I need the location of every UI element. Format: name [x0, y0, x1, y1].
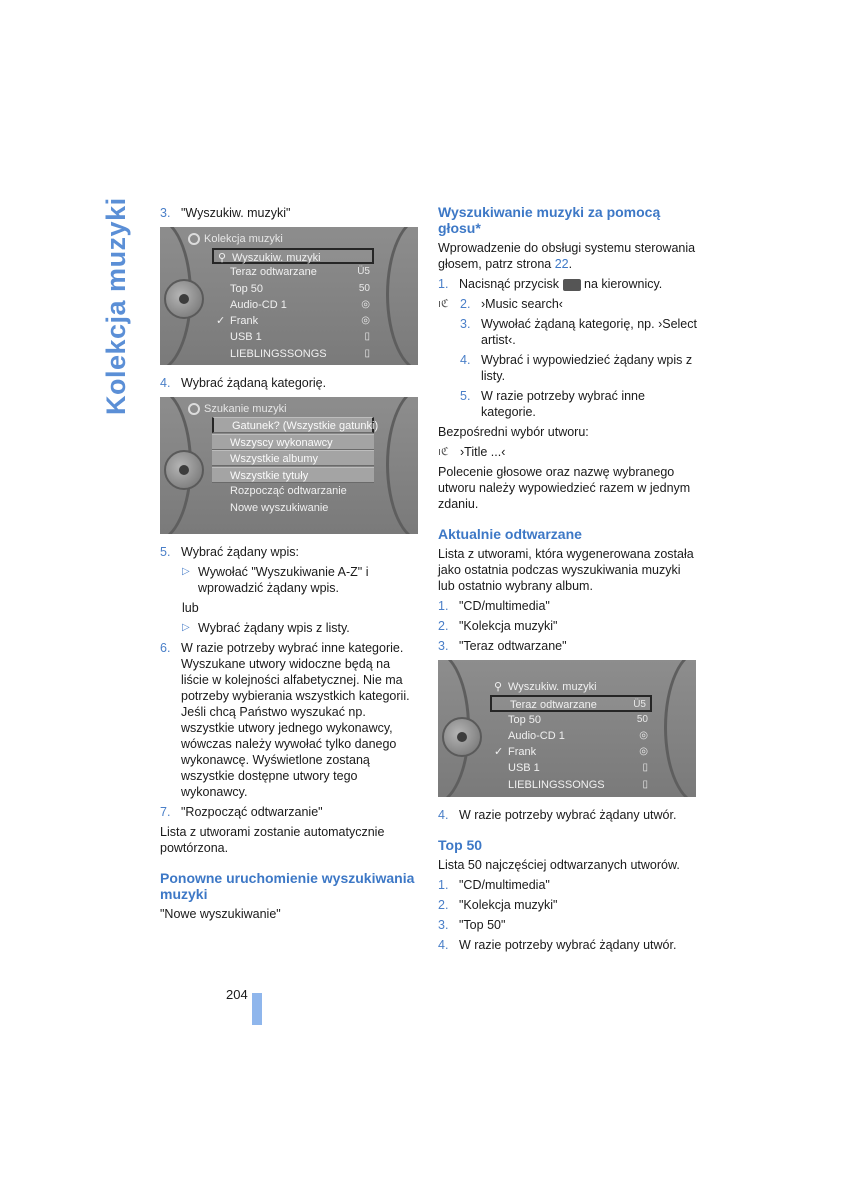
step-text: Wywołać żądaną kategorię, np. ›Select artist‹. [481, 317, 697, 347]
step-text: Wybrać i wypowiedzieć żądany wpis z listy. [481, 353, 693, 383]
check-icon: ✓ [216, 315, 226, 328]
voice-step-5 [460, 388, 700, 420]
sub-step-text: Wybrać żądany wpis z listy. [198, 621, 350, 635]
step-number: 6. [160, 641, 171, 655]
triangle-bullet-icon: ▷ [182, 622, 190, 633]
gear-icon [188, 403, 200, 415]
now-playing-icon: Ü5 [633, 699, 646, 711]
menu-item-usb[interactable] [490, 760, 652, 776]
now-playing-icon: Ü5 [357, 266, 370, 278]
menu-list [490, 679, 652, 793]
menu-item-frank[interactable] [212, 313, 374, 329]
step-number: 3. [460, 317, 471, 331]
screen-arc-right [386, 397, 418, 534]
step-text: W razie potrzeby wybrać inne kategorie. Wyszukane utwory widoczne będą na liście w kolejności alfabetycznej. Nie ma potrzeby wybierania wszystkich kategorii. Jeśli chcą Państwo wyszukać np. wszystkie utwory jednego wykonawcy, wówczas należy wywołać tylko danego wykonawcę. Wyświetlone zostaną wszystkie dostępne utwory tego wykonawcy. [181, 641, 410, 799]
controller-knob-icon [164, 279, 204, 319]
menu-item-top50[interactable] [490, 712, 652, 728]
voice-step-4 [460, 352, 700, 384]
menu-item-all-artists[interactable] [212, 434, 374, 450]
menu-item-label: Wszystkie tytuły [230, 469, 309, 482]
menu-item-frank[interactable] [490, 744, 652, 760]
step-number: 3. [438, 918, 449, 932]
screen-arc-right [664, 660, 696, 797]
menu-item-search[interactable] [212, 248, 374, 264]
step-number: 1. [438, 878, 449, 892]
menu-item-start-playback[interactable] [212, 483, 374, 499]
menu-item-label: Wszyscy wykonawcy [230, 436, 333, 449]
page-number: 204 [226, 987, 248, 1002]
menu-list [212, 248, 374, 362]
menu-item-label: Nowe wyszukiwanie [230, 501, 329, 514]
controller-knob-icon [164, 450, 204, 490]
sub-step-text: Wywołać "Wyszukiwanie A-Z" i wprowadzić żądany wpis. [198, 565, 369, 595]
top-step-2 [438, 897, 700, 913]
menu-item-label: Top 50 [230, 282, 264, 295]
heading-now-playing: Aktualnie odtwarzane [438, 526, 582, 542]
menu-item-label: Wyszukiw. muzyki [232, 252, 321, 264]
top-step-1 [438, 877, 700, 893]
step-text: "Rozpocząć odtwarzanie" [181, 805, 323, 819]
heading-voice-search: Wyszukiwanie muzyki za pomocą głosu* [438, 204, 661, 236]
screenshot-music-search [160, 397, 418, 534]
menu-item-label: Wszystkie albumy [230, 453, 319, 466]
paragraph-voice-intro [438, 240, 700, 272]
screenshot-now-playing [438, 660, 696, 797]
intro-text: Wprowadzenie do obsługi systemu sterowania głosem, patrz strona [438, 241, 696, 271]
direct-note: Polecenie głosowe oraz nazwę wybranego utworu należy wypowiedzieć razem w jednym zdaniu. [438, 465, 691, 511]
menu-item-audio-cd[interactable] [490, 728, 652, 744]
menu-item-audio-cd[interactable] [212, 297, 374, 313]
step-number: 1. [438, 277, 449, 291]
step-text: W razie potrzeby wybrać żądany utwór. [459, 808, 677, 822]
step-text: "CD/multimedia" [459, 599, 550, 613]
step-text: "Kolekcja muzyki" [459, 898, 558, 912]
step-text: "Wyszukiw. muzyki" [181, 206, 291, 220]
step-text: ›Music search‹ [481, 297, 563, 311]
step-number: 2. [460, 297, 471, 311]
triangle-bullet-icon: ▷ [182, 566, 190, 577]
menu-item-label: Rozpocząć odtwarzanie [230, 485, 347, 498]
menu-item-new-search[interactable] [212, 500, 374, 516]
screen-title [188, 231, 283, 247]
paragraph-top50: Lista 50 najczęściej odtwarzanych utworów. [438, 858, 680, 872]
step-text: "Kolekcja muzyki" [459, 619, 558, 633]
menu-item-playlist[interactable] [212, 346, 374, 362]
cd-icon: ◎ [639, 746, 648, 758]
screen-title [188, 401, 287, 417]
menu-item-label: Wyszukiw. muzyki [508, 681, 597, 693]
now-step-3 [438, 638, 700, 654]
sub-step-az [182, 564, 420, 596]
menu-item-label: LIEBLINGSSONGS [230, 347, 327, 360]
menu-item-playlist[interactable] [490, 777, 652, 793]
menu-item-now-playing[interactable] [490, 695, 652, 711]
menu-item-all-albums[interactable] [212, 450, 374, 466]
step-number: 4. [460, 353, 471, 367]
step-text: "Top 50" [459, 918, 506, 932]
step-number: 4. [160, 376, 171, 390]
search-icon: ⚲ [218, 252, 227, 264]
check-icon: ✓ [494, 746, 504, 759]
voice-command-icon: ıℭ [438, 298, 449, 310]
or-text: lub [182, 601, 199, 615]
controller-knob-icon [442, 717, 482, 757]
menu-item-search[interactable] [490, 679, 652, 695]
right-column [438, 204, 700, 957]
side-chapter-title: Kolekcja muzyki [101, 197, 131, 415]
screen-arc-right [386, 227, 418, 365]
menu-item-label: Top 50 [508, 713, 542, 726]
usb-icon: ▯ [642, 762, 648, 774]
menu-item-top50[interactable] [212, 281, 374, 297]
voice-command-icon: ıℭ [438, 446, 449, 458]
menu-item-label: USB 1 [230, 331, 262, 344]
now-step-4 [438, 807, 700, 823]
step-number: 7. [160, 805, 171, 819]
now-step-1 [438, 598, 700, 614]
step-text-pre: Nacisnąć przycisk [459, 277, 560, 291]
step-text: Wybrać żądaną kategorię. [181, 376, 327, 390]
cd-icon: ◎ [361, 298, 370, 310]
menu-item-all-titles[interactable] [212, 467, 374, 483]
step-3 [160, 205, 420, 221]
gear-icon [188, 233, 200, 245]
step-number: 2. [438, 619, 449, 633]
step-text: W razie potrzeby wybrać inne kategorie. [481, 389, 645, 419]
voice-step-1 [438, 276, 700, 292]
step-number: 5. [460, 389, 471, 403]
step-text: W razie potrzeby wybrać żądany utwór. [459, 938, 677, 952]
menu-list [212, 417, 379, 516]
cd-icon: ◎ [639, 729, 648, 741]
step-4 [160, 375, 420, 391]
step-text: "Teraz odtwarzane" [459, 639, 567, 653]
screen-title-text: Szukanie muzyki [204, 403, 287, 415]
step-5 [160, 544, 420, 560]
heading-top50: Top 50 [438, 837, 483, 853]
usb-icon: ▯ [364, 331, 370, 343]
page-marker-bar [252, 993, 262, 1025]
left-column [160, 205, 420, 926]
menu-item-label: Teraz odtwarzane [230, 266, 317, 279]
top50-icon: 50 [636, 713, 648, 725]
top50-icon: 50 [358, 282, 370, 294]
menu-item-label: Audio-CD 1 [230, 298, 287, 311]
menu-item-usb[interactable] [212, 329, 374, 345]
menu-item-label: USB 1 [508, 762, 540, 775]
menu-item-label: Frank [230, 315, 259, 328]
paragraph-new-search: "Nowe wyszukiwanie" [160, 907, 281, 921]
step-text: "CD/multimedia" [459, 878, 550, 892]
cd-icon: ◎ [361, 315, 370, 327]
direct-selection-label: Bezpośredni wybór utworu: [438, 425, 589, 439]
page-link[interactable]: 22 [554, 257, 569, 271]
menu-item-label: Audio-CD 1 [508, 729, 565, 742]
step-text: Wybrać żądany wpis: [181, 545, 299, 559]
command-text: ›Title ...‹ [460, 445, 506, 459]
step-7 [160, 804, 420, 820]
paragraph-now-playing: Lista z utworami, która wygenerowana została jako ostatnia podczas wyszukiwania muzyki lub ostatnio wybrany album. [438, 547, 694, 593]
search-icon: ⚲ [494, 681, 503, 693]
step-number: 2. [438, 898, 449, 912]
screenshot-music-collection [160, 227, 418, 365]
voice-button-icon [563, 279, 581, 291]
menu-item-label: Frank [508, 746, 537, 759]
heading-restart-search: Ponowne uruchomienie wyszukiwania muzyki [160, 870, 415, 902]
menu-item-now-playing[interactable] [212, 264, 374, 280]
menu-item-genre[interactable] [212, 417, 379, 433]
voice-step-2 [438, 296, 700, 312]
paragraph-repeat: Lista z utworami zostanie automatycznie powtórzona. [160, 825, 385, 855]
top-step-4 [438, 937, 700, 953]
step-text [459, 276, 700, 292]
step-number: 4. [438, 938, 449, 952]
sub-step-list [182, 620, 420, 636]
step-number: 3. [160, 206, 171, 220]
playlist-icon: ▯ [642, 778, 648, 790]
menu-item-label: LIEBLINGSSONGS [508, 778, 605, 791]
menu-item-label: Teraz odtwarzane [510, 699, 597, 712]
voice-step-3 [460, 316, 700, 348]
direct-command [438, 444, 700, 460]
step-number: 3. [438, 639, 449, 653]
screen-title-text: Kolekcja muzyki [204, 233, 283, 245]
step-6 [160, 640, 420, 800]
menu-item-label: Gatunek? (Wszystkie gatunki) [232, 420, 379, 432]
now-step-2 [438, 618, 700, 634]
step-number: 5. [160, 545, 171, 559]
step-number: 4. [438, 808, 449, 822]
intro-text-end: . [568, 257, 573, 271]
step-text-post: na kierownicy. [584, 277, 663, 291]
top-step-3 [438, 917, 700, 933]
step-number: 1. [438, 599, 449, 613]
playlist-icon: ▯ [364, 347, 370, 359]
